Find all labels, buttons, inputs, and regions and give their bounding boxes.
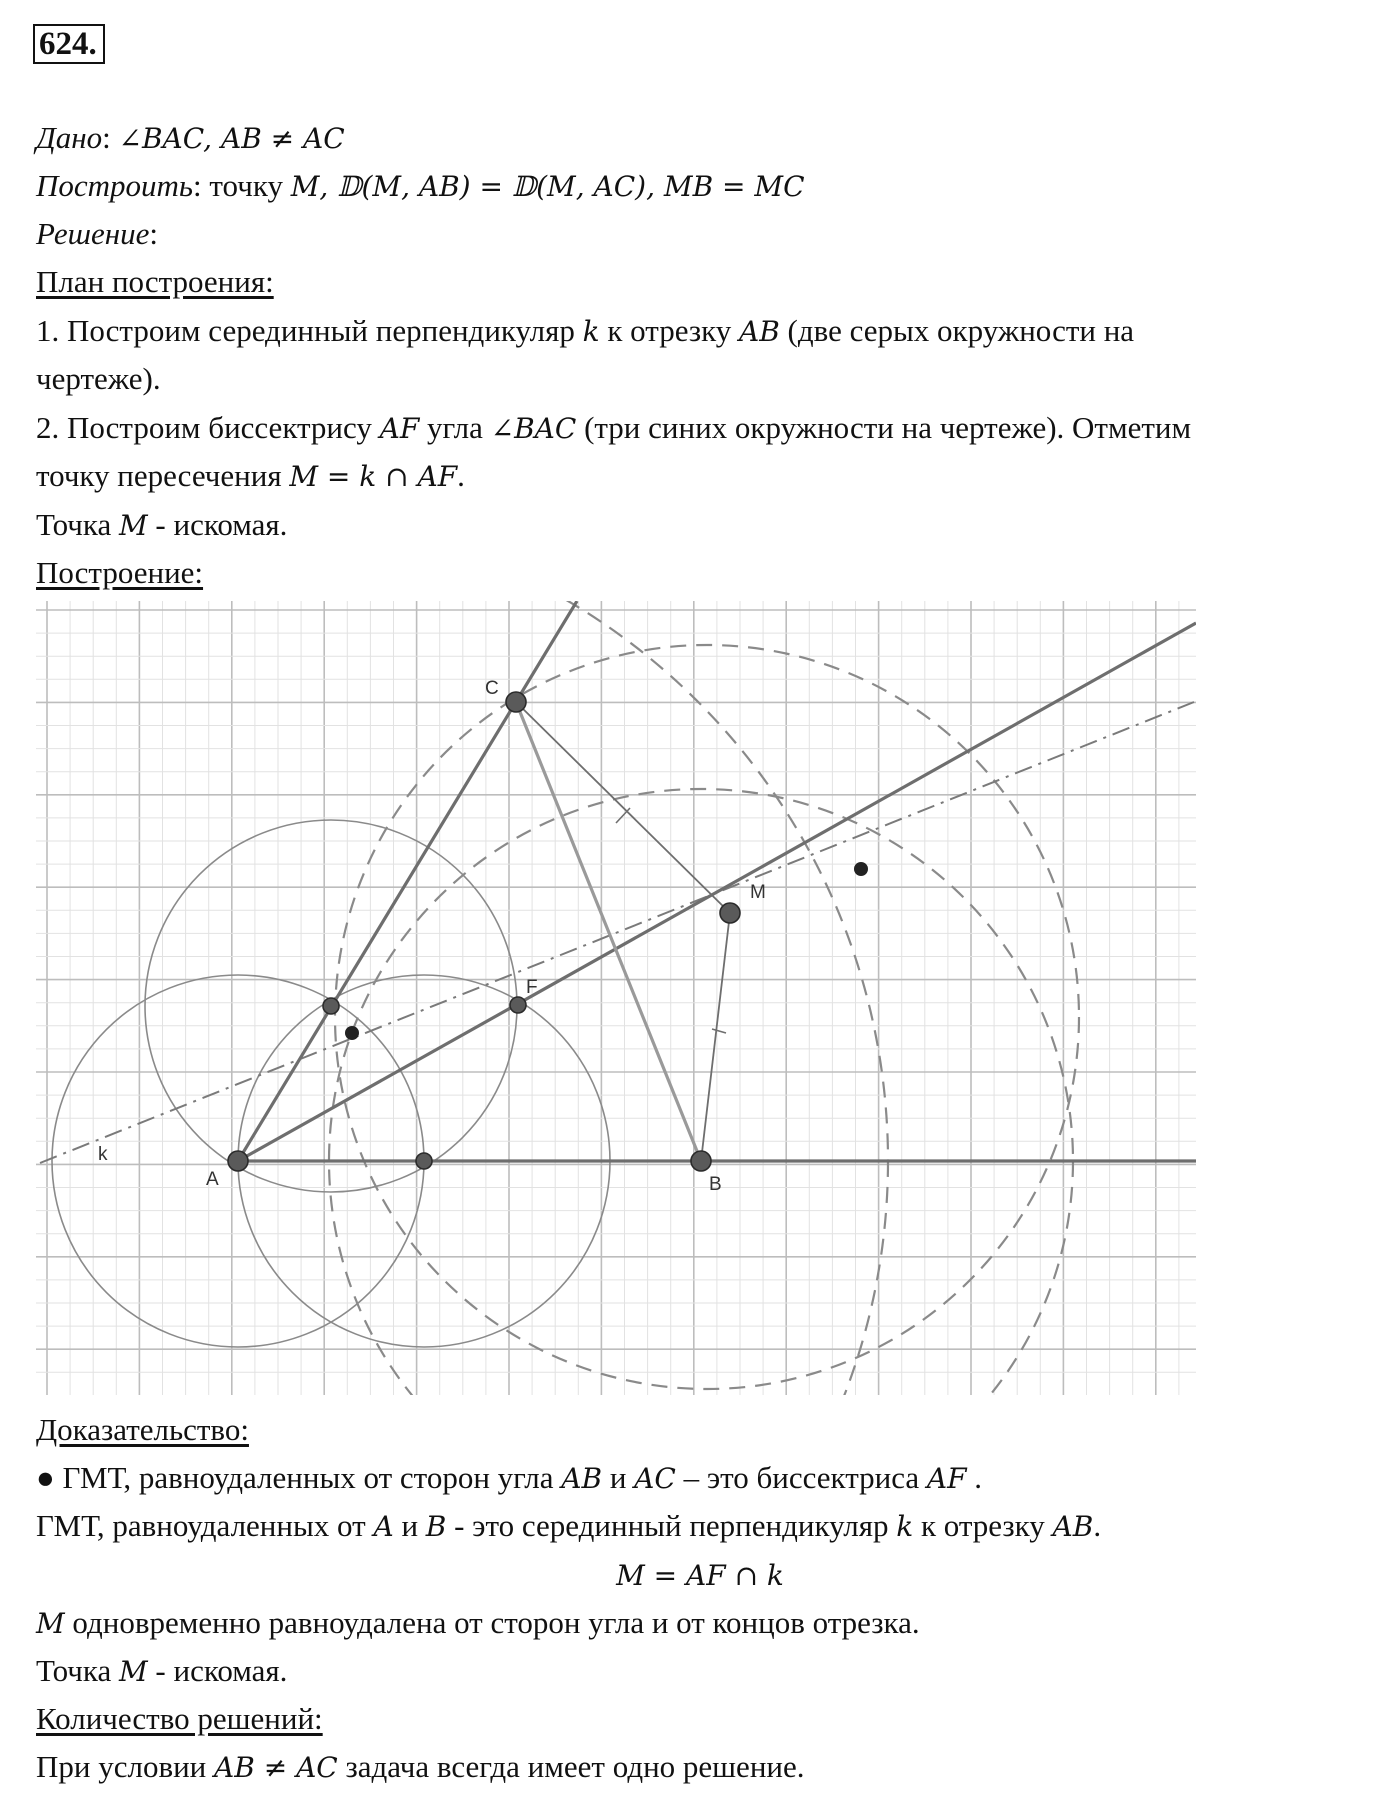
plan-step-1 [36,313,1134,350]
perpendicular-circle-a [36,601,888,1395]
construct-colon: : [193,168,202,203]
step2-text-d: точку пересечения [36,458,290,493]
point-b [691,1151,711,1171]
construct-expression: M, 𝔻(M, AB) = 𝔻(M, AC), MB = MC [290,170,805,203]
given-colon: : [102,120,111,155]
point-f [510,997,526,1013]
tick-cm [616,808,630,823]
proof2-text-a: ГМТ, равноудаленных от [36,1508,374,1543]
result-m: M [119,509,148,542]
problem-number: 624. [33,24,105,64]
proof2-text-d: к отрезку [913,1508,1053,1543]
proof2-k: k [896,1510,914,1543]
solution-line [36,216,158,252]
step2-text-b: угла [419,410,491,445]
proof1-ac: AC [634,1462,676,1495]
result-text-b: - искомая. [147,507,288,542]
plan-step-1-cont: чертеже). [36,361,161,396]
solution-label: Решение [36,216,150,251]
point-m [720,903,740,923]
point-circle-intersection-1 [345,1026,359,1040]
proof1-text-c: – это биссектриса [675,1460,927,1495]
plan-step-2-cont [36,458,465,495]
step1-text-b: к отрезку [599,313,739,348]
perpendicular-circle-b [329,789,1073,1395]
proof3-m: M [36,1607,65,1640]
label-b: B [709,1174,722,1195]
proof2-ab: AB [1052,1510,1094,1543]
proof2-a: A [373,1510,394,1543]
circumcircle [335,645,1079,1389]
label-c: C [485,678,499,699]
proof4-m: M [119,1655,148,1688]
point-a [228,1151,248,1171]
proof-formula [0,1557,1400,1594]
proof2-b: B [425,1510,447,1543]
point-circle-intersection-2 [854,862,868,876]
proof-line-3 [36,1605,920,1642]
step2-expression: M = k ∩ AF [289,460,458,493]
plan-step-2 [36,410,1191,447]
proof4-text-a: Точка [36,1653,119,1688]
proof3-text: одновременно равноудалена от сторон угла и от концов отрезка. [64,1605,920,1640]
construction-heading: Построение: [36,555,204,590]
proof2-text-c: - это серединный перпендикуляр [446,1508,897,1543]
proof4-text-b: - искомая. [147,1653,288,1688]
proof-line-2 [36,1508,1101,1545]
step2-angle: ∠BAC [490,412,577,445]
segment-cb [516,702,701,1161]
count-heading: Количество решений: [36,1701,323,1736]
step2-text-e: . [457,458,465,493]
point-c [506,692,526,712]
given-expression: ∠BAC, AB ≠ AC [118,122,345,155]
plan-result [36,507,287,544]
segment-cm [516,702,730,913]
proof1-text-a: ● ГМТ, равноудаленных от сторон угла [36,1460,562,1495]
plan-heading: План построения: [36,264,274,299]
construct-word: точку [201,168,291,203]
given-line [36,120,345,157]
count-expression: AB ≠ AC [214,1751,338,1784]
construct-label: Построить [36,168,194,203]
proof1-text-d: . [966,1460,983,1495]
point-intersection-ab [416,1153,432,1169]
given-label: Дано [36,120,103,155]
proof1-af: AF [926,1462,967,1495]
proof1-ab: AB [561,1462,603,1495]
construct-line [36,168,805,205]
proof2-text-e: . [1093,1508,1102,1543]
proof-line-1 [36,1460,982,1497]
step2-text-c: (три синих окружности на чертеже). Отметим [576,410,1192,445]
proof-line-4 [36,1653,287,1690]
label-m: M [750,882,766,903]
label-f: F [526,977,538,998]
step2-text-a: 2. Построим биссектрису [36,410,380,445]
label-k: k [98,1144,108,1165]
proof2-text-b: и [393,1508,426,1543]
proof1-text-b: и [602,1460,635,1495]
result-text-a: Точка [36,507,119,542]
step1-text-a: 1. Построим серединный перпендикуляр [36,313,583,348]
formula-expression: M = AF ∩ k [616,1559,784,1592]
tick-bm [712,1029,726,1033]
step1-text-c: (две серых окружности на [779,313,1135,348]
perpendicular-bisector-k [40,702,1194,1163]
step1-k: k [582,315,600,348]
solution-colon: : [149,216,158,251]
step2-af: AF [379,412,420,445]
count-line [36,1749,805,1786]
proof-heading: Доказательство: [36,1412,249,1447]
construction-drawing [36,601,1196,1395]
count-text-b: задача всегда имеет одно решение. [337,1749,805,1784]
count-text-a: При условии [36,1749,215,1784]
point-intersection-ac [323,998,339,1014]
step1-ab: AB [738,315,780,348]
segment-bm [701,913,730,1161]
ray-ac [238,601,577,1161]
label-a: A [206,1169,219,1190]
